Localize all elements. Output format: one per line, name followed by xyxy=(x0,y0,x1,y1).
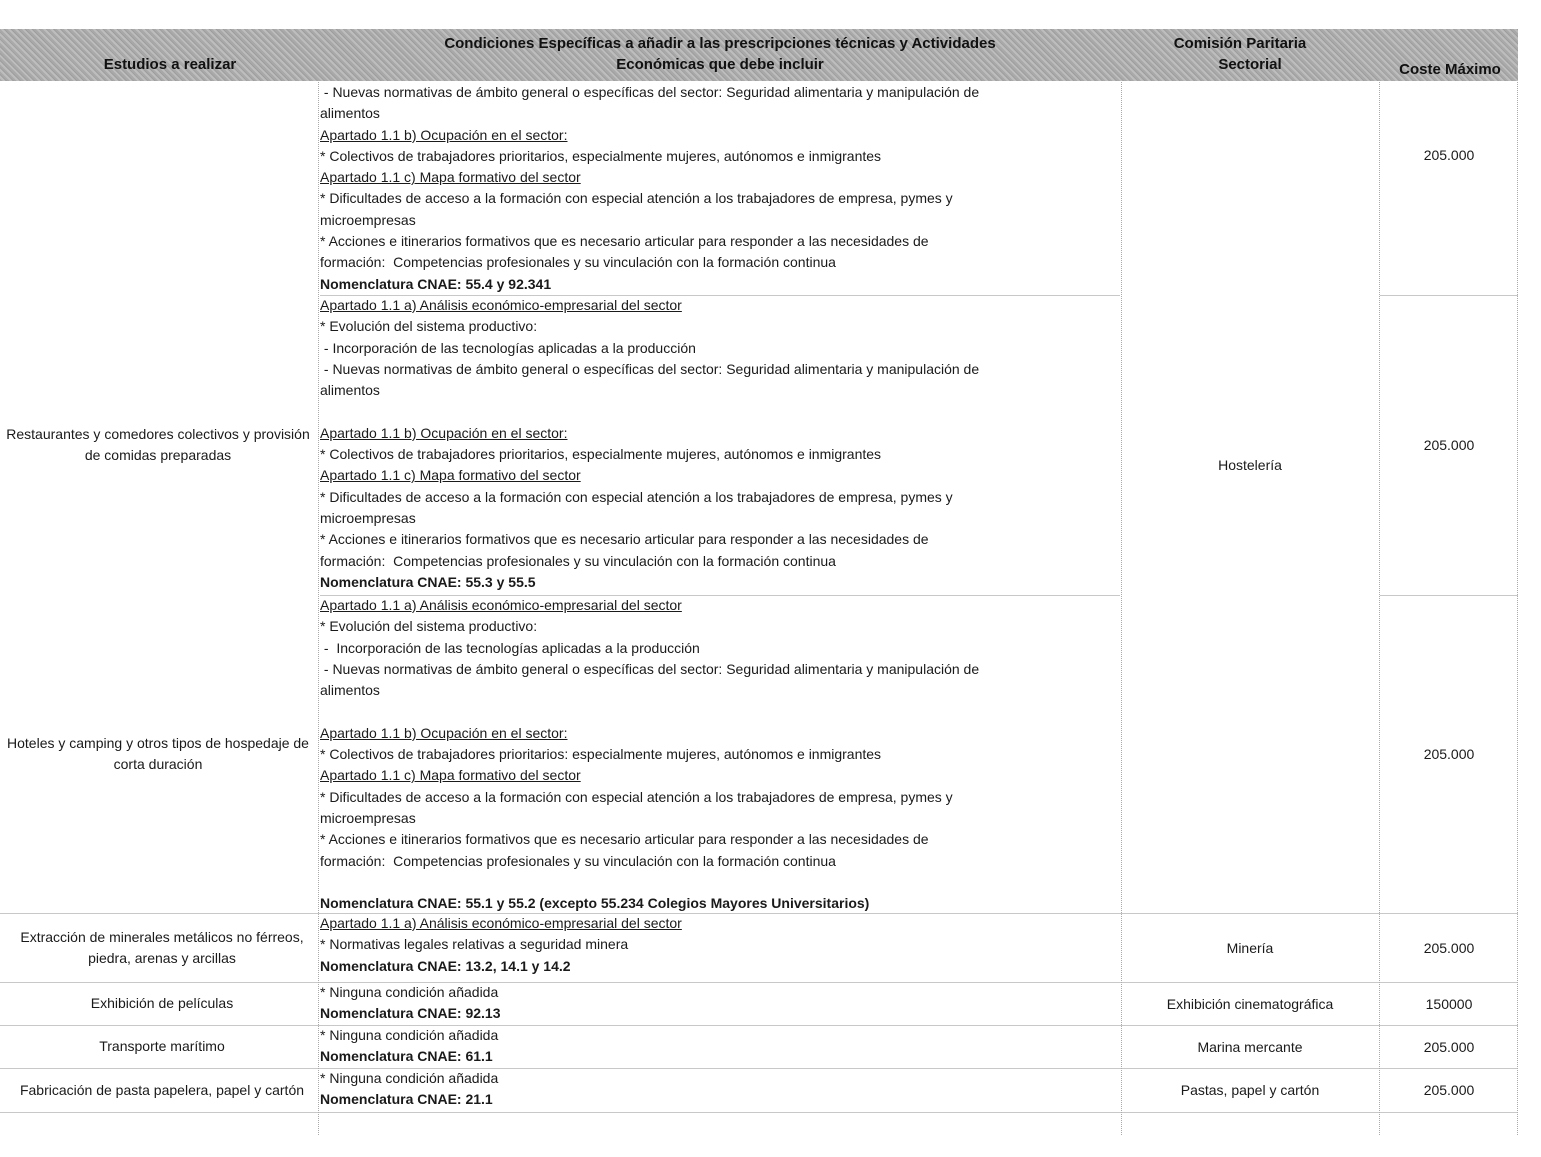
condition-line: * Ninguna condición añadida xyxy=(320,1027,499,1043)
row-divider xyxy=(0,1025,1518,1026)
condition-line: Nomenclatura CNAE: 55.4 y 92.341 xyxy=(320,275,552,292)
cost-cell: 205.000 xyxy=(1423,1038,1475,1055)
condition-line: - Nuevas normativas de ámbito general o específicas del sector: Seguridad alimentaria y manipulación de xyxy=(320,360,980,377)
condition-line: * Acciones e itinerarios formativos que es necesario articular para responder a las necesidades de xyxy=(320,831,929,848)
table-row xyxy=(0,913,1518,982)
cost-cell: 205.000 xyxy=(1423,437,1475,453)
header-cost: Coste Máximo xyxy=(1399,61,1501,78)
condition-line: alimentos xyxy=(320,682,380,699)
condition-line: formación: Competencias profesionales y su vinculación con la formación continua xyxy=(320,254,836,271)
column-divider xyxy=(318,82,320,1135)
condition-line: - Incorporación de las tecnologías aplicadas a la producción xyxy=(320,339,696,356)
row-divider xyxy=(0,1068,1518,1069)
table-row xyxy=(0,1025,1518,1068)
column-divider xyxy=(1379,82,1381,1135)
conditions-cell xyxy=(320,1025,1120,1068)
condition-line: Nomenclatura CNAE: 61.1 xyxy=(320,1048,493,1065)
condition-line: * Normativas legales relativas a seguridad minera xyxy=(320,936,629,953)
row-divider xyxy=(320,595,1120,596)
header-studies: Estudios a realizar xyxy=(103,56,237,73)
condition-line: Apartado 1.1 b) Ocupación en el sector: xyxy=(320,424,568,441)
study-name: Restaurantes y comedores colectivos y provisión de comidas preparadas xyxy=(6,426,310,463)
condition-line: Nomenclatura CNAE: 55.1 y 55.2 (excepto 55.234 Colegios Mayores Universitarios) xyxy=(320,895,870,912)
cost-cell: 205.000 xyxy=(1423,1082,1475,1098)
condition-line: Apartado 1.1 a) Análisis económico-empresarial del sector xyxy=(320,597,682,613)
condition-line: Apartado 1.1 b) Ocupación en el sector: xyxy=(320,126,568,143)
column-divider xyxy=(1121,82,1123,1135)
condition-line: Apartado 1.1 c) Mapa formativo del sector xyxy=(320,169,581,186)
cost-cell: 205.000 xyxy=(1423,746,1475,762)
condition-line: microempresas xyxy=(320,509,416,526)
condition-line: Apartado 1.1 a) Análisis económico-empresarial del sector xyxy=(320,915,682,931)
condition-line: Apartado 1.1 c) Mapa formativo del sector xyxy=(320,767,581,784)
conditions-cell xyxy=(320,913,1120,977)
condition-line: * Ninguna condición añadida xyxy=(320,984,499,1000)
cost-cell: 150000 xyxy=(1425,995,1473,1012)
row-divider xyxy=(0,913,1518,914)
conditions-cell xyxy=(320,1068,1120,1111)
commission-hosteleria: Hostelería xyxy=(1218,457,1282,473)
condition-line: Apartado 1.1 c) Mapa formativo del sector xyxy=(320,467,581,484)
condition-line: formación: Competencias profesionales y su vinculación con la formación continua xyxy=(320,552,836,569)
study-name: Hoteles y camping y otros tipos de hospedaje de corta duración xyxy=(7,735,309,772)
condition-line: Nomenclatura CNAE: 55.3 y 55.5 xyxy=(320,573,536,590)
condition-line: Apartado 1.1 b) Ocupación en el sector: xyxy=(320,724,568,741)
condition-line: * Ninguna condición añadida xyxy=(320,1070,499,1086)
conditions-cell xyxy=(320,595,1120,914)
condition-line: * Dificultades de acceso a la formación con especial atención a los trabajadores de empresa, pymes y xyxy=(320,488,953,505)
commission-cell: Pastas, papel y cartón xyxy=(1180,1082,1320,1098)
condition-line: alimentos xyxy=(320,105,380,122)
condition-line: - Incorporación de las tecnologías aplicadas a la producción xyxy=(320,639,700,656)
header-conditions-2: Económicas que debe incluir xyxy=(616,56,824,73)
condition-line: * Evolución del sistema productivo: xyxy=(320,318,538,335)
row-divider xyxy=(0,982,1518,983)
condition-line: microempresas xyxy=(320,211,416,228)
commission-cell: Marina mercante xyxy=(1197,1038,1303,1055)
condition-line: * Dificultades de acceso a la formación con especial atención a los trabajadores de empresa, pymes y xyxy=(320,788,953,805)
study-name: Transporte marítimo xyxy=(99,1038,225,1054)
study-name: Fabricación de pasta papelera, papel y cartón xyxy=(19,1081,305,1098)
condition-line: Nomenclatura CNAE: 21.1 xyxy=(320,1091,493,1108)
table-row xyxy=(0,1068,1518,1112)
condition-line xyxy=(320,872,1120,893)
row-divider xyxy=(0,1112,1518,1113)
row-divider xyxy=(320,295,1120,296)
condition-line: * Evolución del sistema productivo: xyxy=(320,618,538,635)
cost-cell: 205.000 xyxy=(1423,939,1475,956)
header-commission-1: Comisión Paritaria xyxy=(1173,35,1307,52)
condition-line: alimentos xyxy=(320,382,380,399)
condition-line: Nomenclatura CNAE: 92.13 xyxy=(320,1005,501,1022)
table-row xyxy=(0,982,1518,1025)
study-name xyxy=(0,82,316,295)
condition-line: * Colectivos de trabajadores prioritarios, especialmente mujeres, autónomos e inmigrantes xyxy=(320,446,882,463)
commission-cell: Exhibición cinematográfica xyxy=(1166,995,1334,1012)
condition-line: * Acciones e itinerarios formativos que es necesario articular para responder a las necesidades de xyxy=(320,531,929,548)
condition-line xyxy=(320,701,1120,722)
header-conditions-1: Condiciones Específicas a añadir a las prescripciones técnicas y Actividades xyxy=(444,35,996,52)
condition-line: microempresas xyxy=(320,809,416,826)
row-divider xyxy=(1380,595,1518,596)
condition-line: - Nuevas normativas de ámbito general o específicas del sector: Seguridad alimentaria y manipulación de xyxy=(320,84,980,100)
commission-cell: Minería xyxy=(1226,939,1274,956)
row-divider xyxy=(1380,295,1518,296)
condition-line xyxy=(320,401,1120,422)
condition-line: - Nuevas normativas de ámbito general o específicas del sector: Seguridad alimentaria y manipulación de xyxy=(320,660,980,677)
condition-line: * Dificultades de acceso a la formación con especial atención a los trabajadores de empresa, pymes y xyxy=(320,190,953,207)
cost-cell: 205.000 xyxy=(1423,147,1475,163)
table-row xyxy=(0,595,1518,913)
study-name: Extracción de minerales metálicos no férreos, piedra, arenas y arcillas xyxy=(20,928,304,966)
condition-line: formación: Competencias profesionales y su vinculación con la formación continua xyxy=(320,852,836,869)
column-divider xyxy=(1517,82,1519,1135)
condition-line: Apartado 1.1 a) Análisis económico-empresarial del sector xyxy=(320,297,682,313)
conditions-cell xyxy=(320,295,1120,593)
table-row xyxy=(0,82,1518,295)
condition-line: * Colectivos de trabajadores prioritarios: especialmente mujeres, autónomos e inmigrantes xyxy=(320,746,882,763)
conditions-cell xyxy=(320,82,1120,295)
condition-line: Nomenclatura CNAE: 13.2, 14.1 y 14.2 xyxy=(320,957,571,974)
condition-line: * Colectivos de trabajadores prioritarios, especialmente mujeres, autónomos e inmigrantes xyxy=(320,147,882,164)
table-header xyxy=(0,29,1518,81)
condition-line: * Acciones e itinerarios formativos que es necesario articular para responder a las necesidades de xyxy=(320,233,929,250)
header-commission-2: Sectorial xyxy=(1218,56,1282,73)
study-name: Exhibición de películas xyxy=(90,995,234,1011)
conditions-cell xyxy=(320,982,1120,1025)
